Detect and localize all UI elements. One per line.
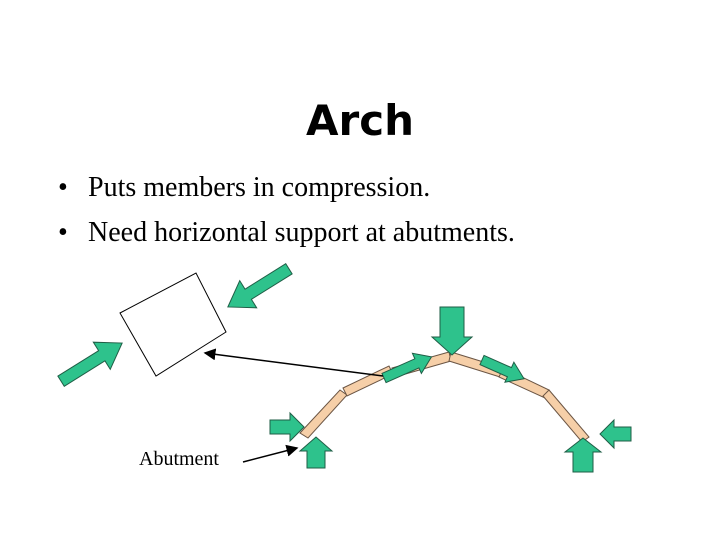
vertical-reaction-arrow-left [300,437,332,468]
compression-arrow-left [53,329,131,394]
abutment-leader-line [243,448,297,462]
bullet-text: Need horizontal support at abutments. [88,217,515,248]
arch-segment [300,390,347,438]
abutment-label: Abutment [139,448,219,470]
block-leader-line [205,353,383,376]
top-load-arrow [432,307,472,355]
slide-title: Arch [305,96,414,146]
bullet-text: Puts members in compression. [88,172,431,203]
horizontal-reaction-arrow-right [600,420,631,448]
bullet-dot-icon: • [58,217,68,248]
vertical-reaction-arrow-right [565,438,601,472]
compression-arrow-right [219,255,297,320]
arch [300,352,589,442]
block-element [120,273,226,376]
bullet-dot-icon: • [58,172,68,203]
horizontal-reaction-arrow-left [270,413,304,441]
arch-segment [543,390,589,442]
